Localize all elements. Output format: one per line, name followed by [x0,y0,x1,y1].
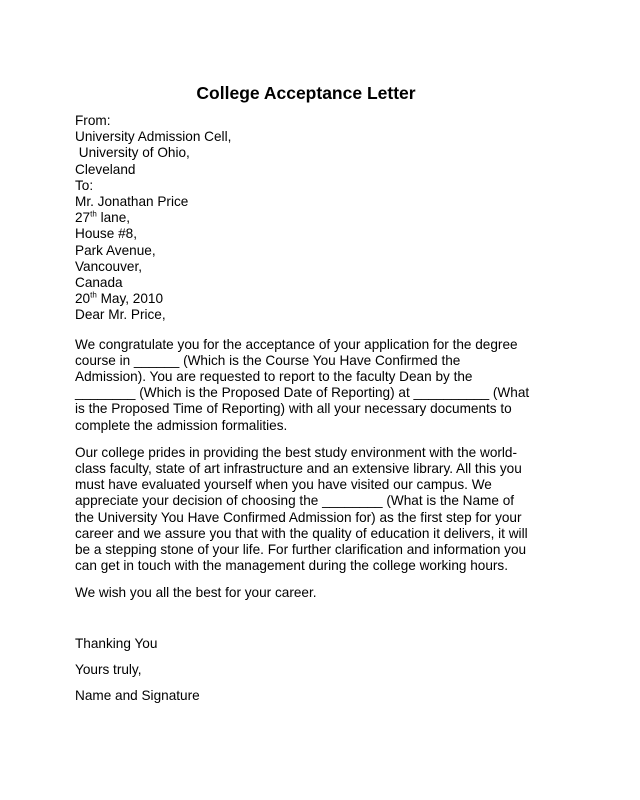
date-rest: May, 2010 [96,291,164,307]
sender-line: University of Ohio, [75,145,190,161]
paragraph-line: ________ (Which is the Proposed Date of Reporting) at __________ (What [75,385,530,401]
closing-sign-off: Yours truly, [75,661,142,677]
paragraph-line: can get in touch with the management during the college working hours. [75,558,508,574]
paragraph-line: career and we assure you that with the quality of education it delivers, it will [75,525,528,541]
closing-thanks: Thanking You [75,635,158,651]
recipient-line: House #8, [75,226,137,242]
letter-body [75,113,570,704]
paragraph-line: must have evaluated yourself when you have visited our campus. We [75,477,492,493]
letter-date [75,291,570,307]
recipient-line: Park Avenue, [75,242,156,258]
date-day: 20 [75,291,91,307]
from-label: From: [75,113,111,128]
paragraph-line: Our college prides in providing the best study environment with the world- [75,444,518,460]
street-number: 27 [75,210,91,226]
sender-line: Cleveland [75,161,136,177]
signature-line: Name and Signature [75,688,200,704]
street-rest: lane, [96,210,131,226]
paragraph-line: appreciate your decision of choosing the ________ (What is the Name of [75,493,515,509]
paragraph-acceptance [75,337,570,434]
recipient-line: Vancouver, [75,258,143,274]
paragraph-line: the University You Have Confirmed Admission for) as the first step for your [75,509,522,525]
paragraph-line: is the Proposed Time of Reporting) with all your necessary documents to [75,401,512,417]
page-title: College Acceptance Letter [196,83,416,103]
recipient-name: Mr. Jonathan Price [75,194,189,210]
paragraph-college-info [75,445,570,575]
recipient-block [75,178,570,291]
paragraph-line: Admission). You are requested to report to the faculty Dean by the [75,369,473,385]
paragraph-line: We congratulate you for the acceptance of your application for the degree [75,336,518,352]
recipient-street [75,210,570,226]
paragraph-line: course in ______ (Which is the Course You Have Confirmed the [75,352,461,368]
paragraph-wishes: We wish you all the best for your career. [75,585,317,601]
paragraph-line: class faculty, state of art infrastructure and an extensive library. All this you [75,461,522,477]
sender-block [75,113,570,178]
paragraph-line: be a stepping stone of your life. For further clarification and information you [75,542,527,558]
paragraph-line: complete the admission formalities. [75,417,288,433]
to-label: To: [75,177,94,193]
sender-line: University Admission Cell, [75,129,232,145]
date-suffix: th [90,290,97,300]
recipient-line: Canada [75,275,123,291]
street-suffix: th [90,209,97,219]
salutation: Dear Mr. Price, [75,307,166,323]
